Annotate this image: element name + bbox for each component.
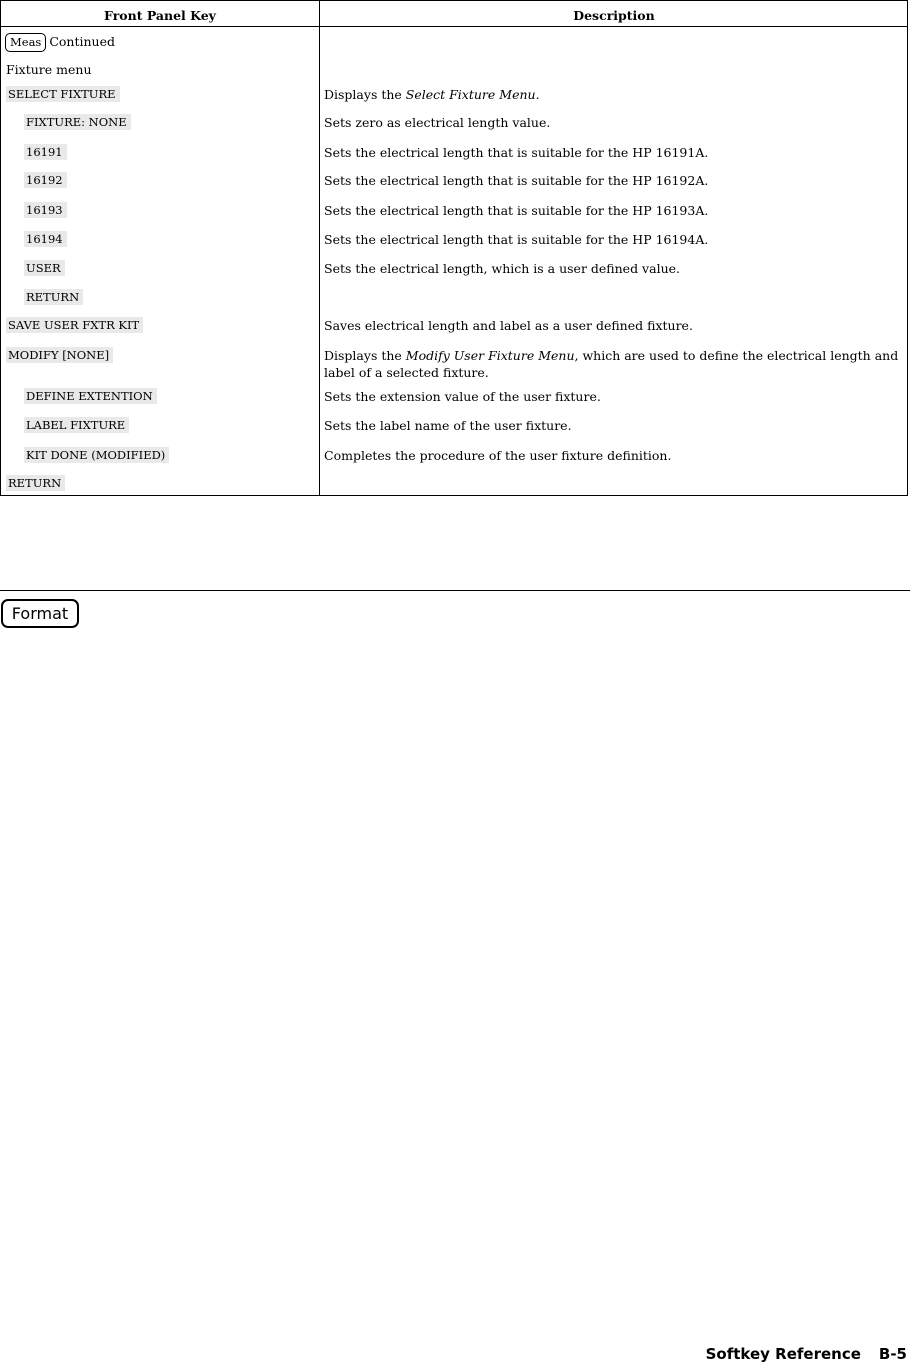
- header-description: Description: [573, 8, 655, 23]
- softkey-select-fixture: SELECT FIXTURE: [6, 86, 120, 102]
- table-row: [1, 144, 908, 168]
- table-row: [1, 114, 908, 138]
- table-row: [1, 317, 908, 341]
- softkey-kit-done-modified: KIT DONE (MODIFIED): [24, 447, 169, 463]
- softkey-return: RETURN: [24, 289, 83, 305]
- row-description: Sets the electrical length that is suitable for the HP 16193A.: [324, 203, 709, 218]
- table-row: [1, 260, 908, 284]
- table-row: [1, 347, 908, 383]
- table-row: [1, 231, 908, 255]
- format-hardkey: Format: [1, 599, 79, 628]
- softkey-label-fixture: LABEL FIXTURE: [24, 417, 129, 433]
- softkey-define-extention: DEFINE EXTENTION: [24, 388, 157, 404]
- row-description: Displays the Modify User Fixture Menu, which are used to define the electrical length and label of a selected fixture.: [324, 348, 899, 380]
- row-description: Displays the Select Fixture Menu.: [324, 87, 540, 102]
- intro-cell: [5, 33, 115, 52]
- table-row: [1, 86, 908, 110]
- table-row: [1, 289, 908, 313]
- page-number: B-5: [878, 1345, 907, 1363]
- table-row: [1, 202, 908, 226]
- table-row-section: [1, 62, 908, 86]
- continued-label: Continued: [49, 34, 116, 49]
- row-description: Sets the label name of the user fixture.: [324, 418, 572, 433]
- table-row: [1, 447, 908, 471]
- table-row: [1, 172, 908, 196]
- row-description: Sets the electrical length that is suitable for the HP 16194A.: [324, 232, 709, 247]
- row-description: Completes the procedure of the user fixture definition.: [324, 448, 672, 463]
- table-row: [1, 388, 908, 412]
- section-rule: [0, 590, 910, 591]
- header-rule: [1, 26, 908, 27]
- softkey-16194: 16194: [24, 231, 67, 247]
- table-row-intro: [1, 33, 908, 57]
- section-label: Fixture menu: [6, 62, 92, 77]
- table-row: [1, 417, 908, 441]
- softkey-user: USER: [24, 260, 65, 276]
- footer-title: Softkey Reference: [705, 1345, 861, 1363]
- row-description: Sets the electrical length that is suitable for the HP 16191A.: [324, 145, 709, 160]
- softkey-fixture-none: FIXTURE: NONE: [24, 114, 131, 130]
- softkey-save-user-fxtr-kit: SAVE USER FXTR KIT: [6, 317, 143, 333]
- softkey-16192: 16192: [24, 172, 67, 188]
- table-row: [1, 475, 908, 499]
- header-front-panel-key: Front Panel Key: [104, 8, 216, 23]
- row-description: Sets the electrical length that is suitable for the HP 16192A.: [324, 173, 709, 188]
- softkey-16191: 16191: [24, 144, 67, 160]
- page-footer: [706, 1345, 907, 1363]
- meas-hardkey: Meas: [5, 33, 46, 52]
- softkey-reference-table: [0, 0, 908, 496]
- row-description: Sets the electrical length, which is a user defined value.: [324, 261, 680, 276]
- softkey-return: RETURN: [6, 475, 65, 491]
- row-description: Sets zero as electrical length value.: [324, 115, 551, 130]
- row-description: Sets the extension value of the user fixture.: [324, 389, 601, 404]
- row-description: Saves electrical length and label as a user defined fixture.: [324, 318, 693, 333]
- softkey-modify-none: MODIFY [NONE]: [6, 347, 113, 363]
- softkey-16193: 16193: [24, 202, 67, 218]
